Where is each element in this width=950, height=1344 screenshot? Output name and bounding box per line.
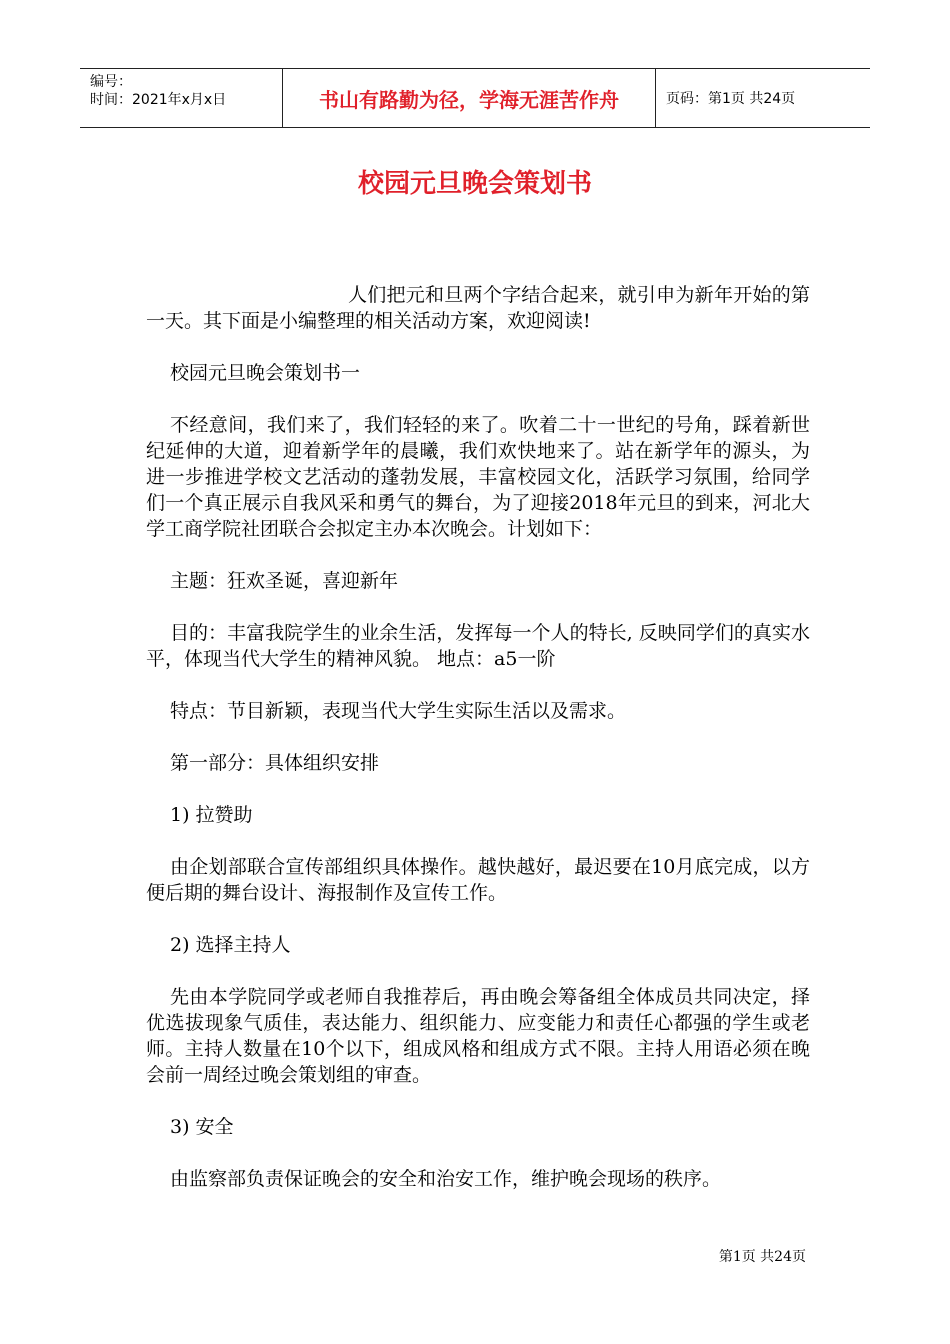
page-header <box>80 68 870 128</box>
paragraph-subtitle: 校园元旦晚会策划书一 <box>170 362 361 384</box>
list-item-heading: 1) 拉赞助 <box>170 804 253 826</box>
document-number: 编号： <box>90 74 132 90</box>
header-page-info: 页码：第1页 共24页 <box>666 91 796 107</box>
list-item-heading: 2) 选择主持人 <box>170 934 291 956</box>
paragraph: 先由本学院同学或老师自我推荐后，再由晚会筹备组全体成员共同决定，择优选拔现象气质佳，表达能力、组织能力、应变能力和责任心都强的学生或老师。主持人数量在10个以下，组成风格和组成方式不限。主持人用语必须在晚会前一周经过晚会策划组的审查。 <box>146 986 810 1086</box>
document-title: 校园元旦晚会策划书 <box>357 169 592 199</box>
paragraph: 不经意间，我们来了，我们轻轻的来了。吹着二十一世纪的号角，踩着新世纪延伸的大道，迎着新学年的晨曦，我们欢快地来了。站在新学年的源头，为进一步推进学校文艺活动的蓬勃发展，丰富校园文化，活跃学习氛围，给同学们一个真正展示自我风采和勇气的舞台，为了迎接2018年元旦的到来，河北大学工商学院社团联合会拟定主办本次晚会。计划如下： <box>146 414 810 540</box>
header-motto: 书山有路勤为径，学海无涯苦作舟 <box>282 69 656 127</box>
paragraph: 由监察部负责保证晚会的安全和治安工作，维护晚会现场的秩序。 <box>170 1168 722 1190</box>
document-time: 时间：2021年x月x日 <box>90 92 227 108</box>
document-body <box>146 282 810 1218</box>
header-meta <box>80 69 282 127</box>
section-heading: 第一部分：具体组织安排 <box>170 752 380 774</box>
paragraph-purpose: 目的：丰富我院学生的业余生活，发挥每一个人的特长, 反映同学们的真实水平，体现当代大学生的精神风貌。 地点：a5一阶 <box>146 622 810 670</box>
list-item-heading: 3) 安全 <box>170 1116 234 1138</box>
paragraph: 由企划部联合宣传部组织具体操作。越快越好，最迟要在10月底完成，以方便后期的舞台设计、海报制作及宣传工作。 <box>146 856 810 904</box>
paragraph-features: 特点：节目新颖，表现当代大学生实际生活以及需求。 <box>170 700 627 722</box>
paragraph-intro: 人们把元和旦两个字结合起来，就引申为新年开始的第一天。其下面是小编整理的相关活动方案，欢迎阅读! <box>146 284 810 332</box>
page-footer: 第1页 共24页 <box>718 1249 806 1265</box>
paragraph-theme: 主题：狂欢圣诞，喜迎新年 <box>170 570 399 592</box>
